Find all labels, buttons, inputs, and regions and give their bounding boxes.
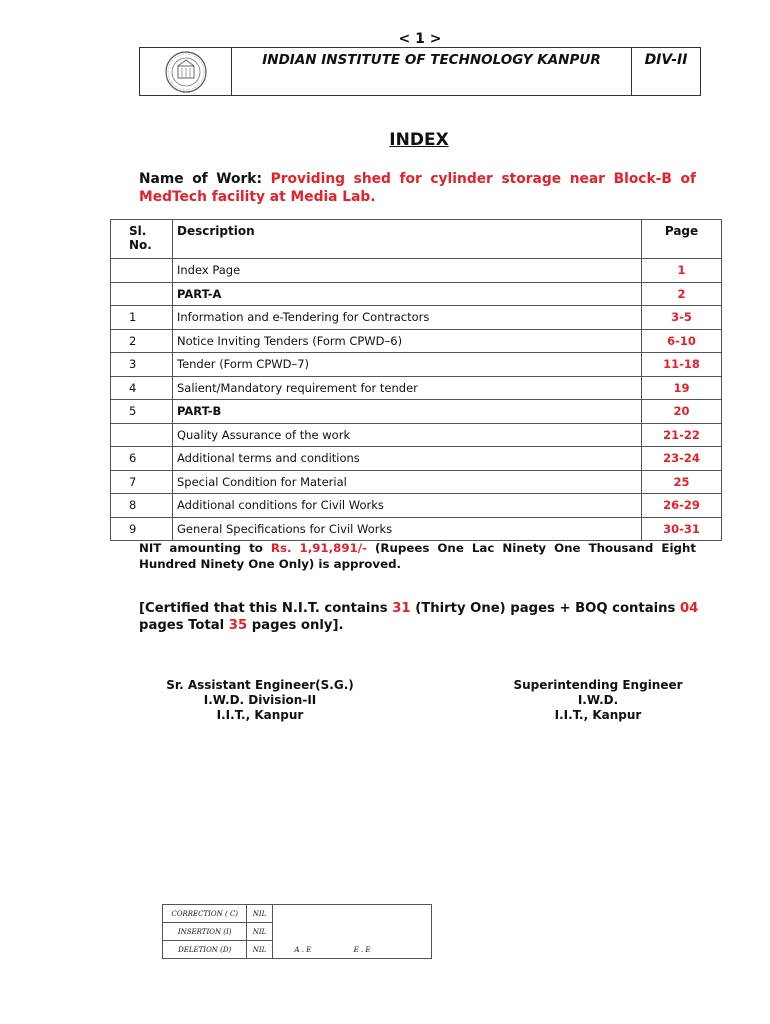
sl-no-cell <box>111 423 173 447</box>
sl-no-cell: 8 <box>111 494 173 518</box>
page-header: Page <box>642 220 722 259</box>
table-row <box>111 517 722 541</box>
correction-label: CORRECTION ( C) <box>163 905 247 923</box>
page-cell: 20 <box>642 400 722 424</box>
page-cell: 26-29 <box>642 494 722 518</box>
description-cell: Information and e-Tendering for Contractors <box>173 306 642 330</box>
sl-no-cell: 5 <box>111 400 173 424</box>
description-cell: Notice Inviting Tenders (Form CPWD–6) <box>173 329 642 353</box>
description-cell: Special Condition for Material <box>173 470 642 494</box>
table-row <box>111 306 722 330</box>
sl-no-cell: 6 <box>111 447 173 471</box>
signatory-title: Superintending Engineer <box>513 678 683 692</box>
description-cell: Index Page <box>173 259 642 283</box>
page-cell: 3-5 <box>642 306 722 330</box>
sl-no-cell: 9 <box>111 517 173 541</box>
description-cell: General Specifications for Civil Works <box>173 517 642 541</box>
correction-value: NIL <box>247 905 272 923</box>
iit-kanpur-seal-logo <box>140 48 232 95</box>
insertion-label: INSERTION (I) <box>163 923 247 941</box>
sl-no-cell: 7 <box>111 470 173 494</box>
signatory-office: I.W.D. <box>577 693 619 707</box>
description-cell: Salient/Mandatory requirement for tender <box>173 376 642 400</box>
deletion-label: DELETION (D) <box>163 941 247 959</box>
table-row <box>111 329 722 353</box>
insertion-value: NIL <box>247 923 272 941</box>
institute-title: INDIAN INSTITUTE OF TECHNOLOGY KANPUR <box>232 48 632 95</box>
sl-no-cell: 4 <box>111 376 173 400</box>
page-cell: 2 <box>642 282 722 306</box>
description-cell: PART-A <box>173 282 642 306</box>
corrections-table <box>162 904 432 959</box>
sl-no-cell <box>111 282 173 306</box>
ee-label: E . E <box>353 946 371 954</box>
sl-no-cell: 3 <box>111 353 173 377</box>
signatory-institute: I.I.T., Kanpur <box>554 708 642 722</box>
nit-amount: Rs. 1,91,891/- <box>270 541 367 555</box>
signature-block-left <box>150 678 370 723</box>
sl-no-cell: 1 <box>111 306 173 330</box>
description-cell: Quality Assurance of the work <box>173 423 642 447</box>
name-of-work <box>139 170 696 206</box>
page-cell: 23-24 <box>642 447 722 471</box>
page-cell: 1 <box>642 259 722 283</box>
page-cell: 19 <box>642 376 722 400</box>
cert-text-2: (Thirty One) pages + BOQ contains <box>410 601 680 616</box>
cert-text-1: [Certified that this N.I.T. contains <box>139 601 393 616</box>
name-of-work-value: Providing shed for cylinder storage near Block-B of MedTech facility at Media Lab. <box>139 171 696 205</box>
description-cell: Additional terms and conditions <box>173 447 642 471</box>
sl-no-cell: 2 <box>111 329 173 353</box>
ae-label: A . E <box>294 946 312 954</box>
signatory-title: Sr. Assistant Engineer(S.G.) <box>166 678 354 692</box>
table-row <box>111 400 722 424</box>
table-row <box>111 282 722 306</box>
ae-ee-signature-cell <box>272 905 431 959</box>
sl-no-cell <box>111 259 173 283</box>
page-cell: 25 <box>642 470 722 494</box>
cert-total-pages: 35 <box>228 618 248 633</box>
index-table <box>110 219 722 541</box>
page-cell: 30-31 <box>642 517 722 541</box>
cert-text-4: pages only]. <box>247 618 344 633</box>
index-heading: INDEX <box>389 130 449 150</box>
page-cell: 11-18 <box>642 353 722 377</box>
cert-boq-pages: 04 <box>679 601 699 616</box>
description-cell: Additional conditions for Civil Works <box>173 494 642 518</box>
cert-nit-pages: 31 <box>392 601 411 616</box>
name-of-work-label: Name of Work: <box>139 171 262 187</box>
description-cell: Tender (Form CPWD–7) <box>173 353 642 377</box>
page-cell: 21-22 <box>642 423 722 447</box>
page-cell: 6-10 <box>642 329 722 353</box>
sl-no-header: Sl. No. <box>111 220 173 259</box>
nit-suffix: (Rupees One Lac Ninety One Thousand Eight Hundred Ninety One Only) is approved. <box>139 541 696 571</box>
cert-text-3: pages Total <box>139 618 229 633</box>
table-row <box>111 376 722 400</box>
document-header <box>139 47 701 96</box>
certification-statement <box>139 600 699 634</box>
signatory-office: I.W.D. Division-II <box>203 693 317 707</box>
nit-approval-statement <box>139 540 696 572</box>
signatory-institute: I.I.T., Kanpur <box>216 708 304 722</box>
deletion-value: NIL <box>247 941 272 959</box>
table-row <box>111 353 722 377</box>
table-row <box>111 423 722 447</box>
index-table-header <box>111 220 722 259</box>
table-row <box>111 259 722 283</box>
signature-block-right <box>490 678 706 723</box>
table-row <box>111 447 722 471</box>
division-label: DIV-II <box>644 52 688 68</box>
table-row <box>111 470 722 494</box>
description-cell: PART-B <box>173 400 642 424</box>
description-header: Description <box>173 220 642 259</box>
page-number: < 1 > <box>398 31 442 47</box>
nit-prefix: NIT amounting to <box>139 541 271 555</box>
table-row <box>111 494 722 518</box>
